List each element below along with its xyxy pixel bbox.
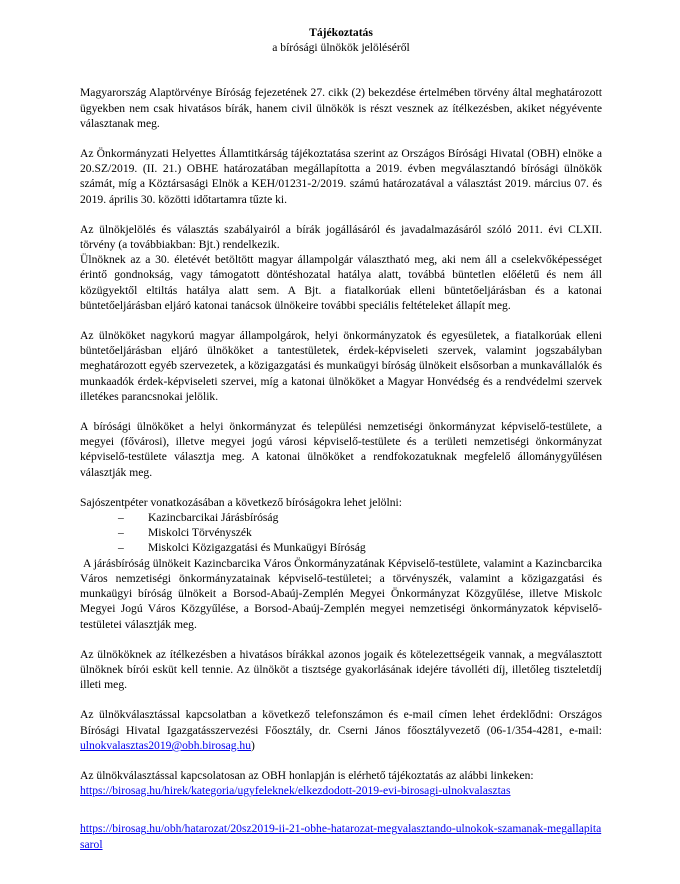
court-name: Kazincbarcikai Járásbíróság [148, 511, 279, 525]
contact-end: ) [251, 738, 255, 752]
paragraph-nominators: Az ülnököket nagykorú magyar állampolgárok, helyi önkormányzatok és egyesületek, a fiatalkorúak elleni büntetőeljárásban eljáró ülnököket a tantestületek, érdek-képviseleti szervek, valamint jogszabályban meghatározott egyéb szervezetek, a közigazgatási és munkaügyi bíróság ülnökeit elsősorban a munkavállalók és munkaadók érdek-képviseleti szervei, míg a katonai ülnököket a Magyar Honvédség és a rendvédelmi szervek illetékes parancsnokai jelölik. [80, 329, 602, 403]
links-section [80, 768, 602, 852]
document-page [80, 25, 605, 867]
paragraph-courts-intro: Sajószentpéter vonatkozásában a következő bíróságokra lehet jelölni: [80, 495, 402, 509]
list-item [118, 540, 602, 555]
link-row [80, 821, 602, 851]
announcement-link[interactable]: https://birosag.hu/hirek/kategoria/ugyfeleknek/elkezdodott-2019-evi-birosagi-ulnokvalasztas [80, 784, 511, 798]
list-item [118, 525, 602, 540]
dash-bullet: – [118, 526, 124, 540]
paragraph-rights: Az ülnököknek az ítélkezésben a hivatásos bírákkal azonos jogaik és kötelezettségeik vannak, a megválasztott ülnöknek bírói esküt kell tennie. Az ülnököt a tisztsége gyakorlásának idejére távolléti díj, illetőleg tiszteletdíj illeti meg. [80, 647, 602, 692]
paragraph-eligibility: Ülnöknek az a 30. életévét betöltött magyar állampolgár választható meg, aki nem áll a cselekvőképességet érintő gondnokság, vagy támogatott döntéshozatal hatálya alatt, továbbá büntetlen előéletű és nem áll közügyektől eltiltás hatálya alatt sem. A Bjt. a fiatalkorúak elleni büntetőeljárásban és a katonai büntetőeljárásban eljáró katonai tanácsok ülnökeire további speciális feltételeket állapít meg. [80, 253, 602, 312]
document-title: Tájékoztatás [309, 26, 373, 39]
courts-list [80, 510, 602, 556]
document-subtitle: a bírósági ülnökök jelöléséről [272, 41, 410, 55]
dash-bullet: – [118, 541, 124, 555]
contact-text: Az ülnökválasztással kapcsolatban a következő telefonszámon és e-mail címen lehet érdeklődni: Országos Bírósági Hivatal Igazgatásszervezési Főosztály, dr. Cserni János főosztályvezető (06-1/354-4281, e-mail: [80, 708, 602, 737]
paragraph-obh-decision: Az Önkormányzati Helyettes Államtitkárság tájékoztatása szerint az Országos Bírósági Hivatal (OBH) elnöke a 20.SZ/2019. (II. 21.) OBHE határozatában megállapította a 2019. évben megválasztandó bírósági ülnökök számát, míg a Köztársasági Elnök a KEH/01231-2/2019. számú határozatával a választást 2019. március 07. és 2019. április 30. közötti időtartamra tűzte ki. [80, 147, 602, 206]
link-row [80, 783, 602, 798]
paragraph-links-intro: Az ülnökválasztással kapcsolatosan az OBH honlapján is elérhető tájékoztatás az alábbi linkeken: [80, 768, 534, 782]
paragraph-constitution: Magyarország Alaptörvénye Bíróság fejezetének 27. cikk (2) bekezdése értelmében törvény által meghatározott ügyekben nem csak hivatásos bírák, hanem civil ülnökök is részt vesznek az ítélkezésben, akiket négyévente választanak meg. [80, 86, 602, 130]
paragraph-contact [80, 707, 602, 753]
dash-bullet: – [118, 511, 124, 525]
court-name: Miskolci Törvényszék [148, 526, 252, 540]
paragraph-law-reference: Az ülnökjelölés és választás szabályairól a bírák jogállásáról és javadalmazásáról szóló 2011. évi CLXII. törvény (a továbbiakban: Bjt.) rendelkezik. [80, 222, 602, 252]
paragraph-electors: A bírósági ülnököket a helyi önkormányzat és települési nemzetiségi önkormányzat képviselő-testülete, a megyei (fővárosi), illetve megyei jogú városi képviselő-testülete és a területi nemzetiségi önkormányzat képviselő-testülete választja meg. A katonai ülnököket a rendfokozatuknak megfelelő állománygyűlésen választják meg. [80, 420, 602, 479]
paragraph-court-electors: A járásbíróság ülnökeit Kazincbarcika Város Önkormányzatának Képviselő-testülete, valamint a Kazincbarcika Város nemzetiségi önkormányzatainak képviselő-testületei; a törvényszék, valamint a közigazgatási és munkaügyi bíróság ülnökeit a Borsod-Abaúj-Zemplén Megyei Önkormányzat Közgyűlése, illetve Miskolc Megyei Jogú Város Közgyűlése, a Borsod-Abaúj-Zemplén megyei nemzetiségi önkormányzatok képviselő-testületei választják meg. [80, 556, 605, 631]
decision-link[interactable]: https://birosag.hu/obh/hatarozat/20sz2019-ii-21-obhe-hatarozat-megvalasztando-ulnokok-szamanak-megallapitasarol [80, 822, 602, 851]
list-item [118, 510, 602, 525]
court-name: Miskolci Közigazgatási és Munkaügyi Bíróság [148, 541, 366, 555]
contact-email-link[interactable]: ulnokvalasztas2019@obh.birosag.hu [80, 738, 252, 752]
